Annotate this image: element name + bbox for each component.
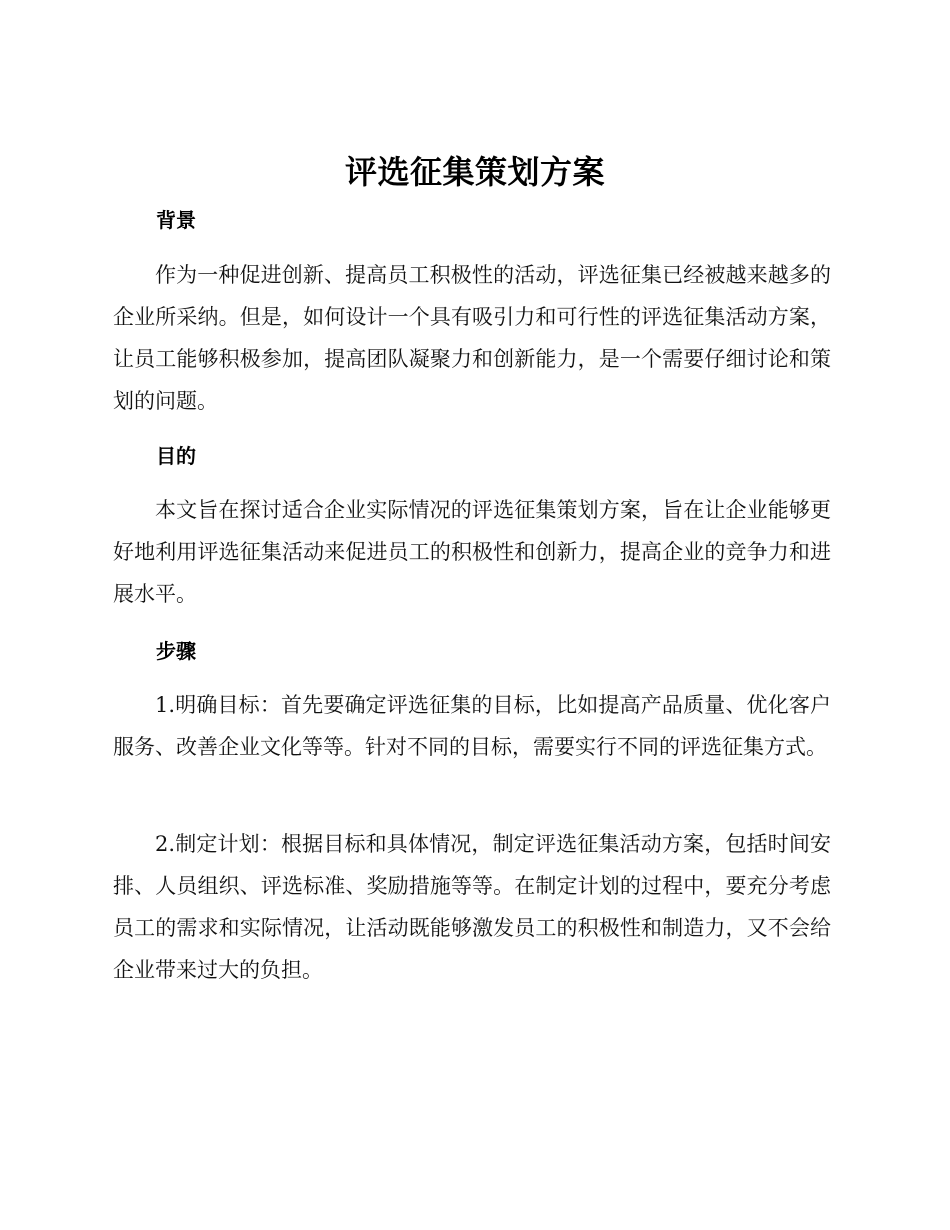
section-heading-background: 背景 <box>156 208 196 232</box>
paragraph-background: 作为一种促进创新、提高员工积极性的活动，评选征集已经被越来越多的企业所采纳。但是，如何设计一个具有吸引力和可行性的评选征集活动方案，让员工能够积极参加，提高团队凝聚力和创新能力，是一个需要仔细讨论和策划的问题。 <box>113 263 831 413</box>
paragraph-purpose: 本文旨在探讨适合企业实际情况的评选征集策划方案，旨在让企业能够更好地利用评选征集活动来促进员工的积极性和创新力，提高企业的竞争力和进展水平。 <box>113 498 831 606</box>
section-heading-purpose: 目的 <box>156 444 196 468</box>
document-title: 评选征集策划方案 <box>344 153 605 191</box>
paragraph-step-1: 1.明确目标：首先要确定评选征集的目标，比如提高产品质量、优化客户服务、改善企业文化等等。针对不同的目标，需要实行不同的评选征集方式。 <box>113 693 831 759</box>
paragraph-step-2: 2.制定计划：根据目标和具体情况，制定评选征集活动方案，包括时间安排、人员组织、评选标准、奖励措施等等。在制定计划的过程中，要充分考虑员工的需求和实际情况，让活动既能够激发员工的积极性和制造力，又不会给企业带来过大的负担。 <box>113 832 831 982</box>
section-heading-steps: 步骤 <box>156 639 196 663</box>
